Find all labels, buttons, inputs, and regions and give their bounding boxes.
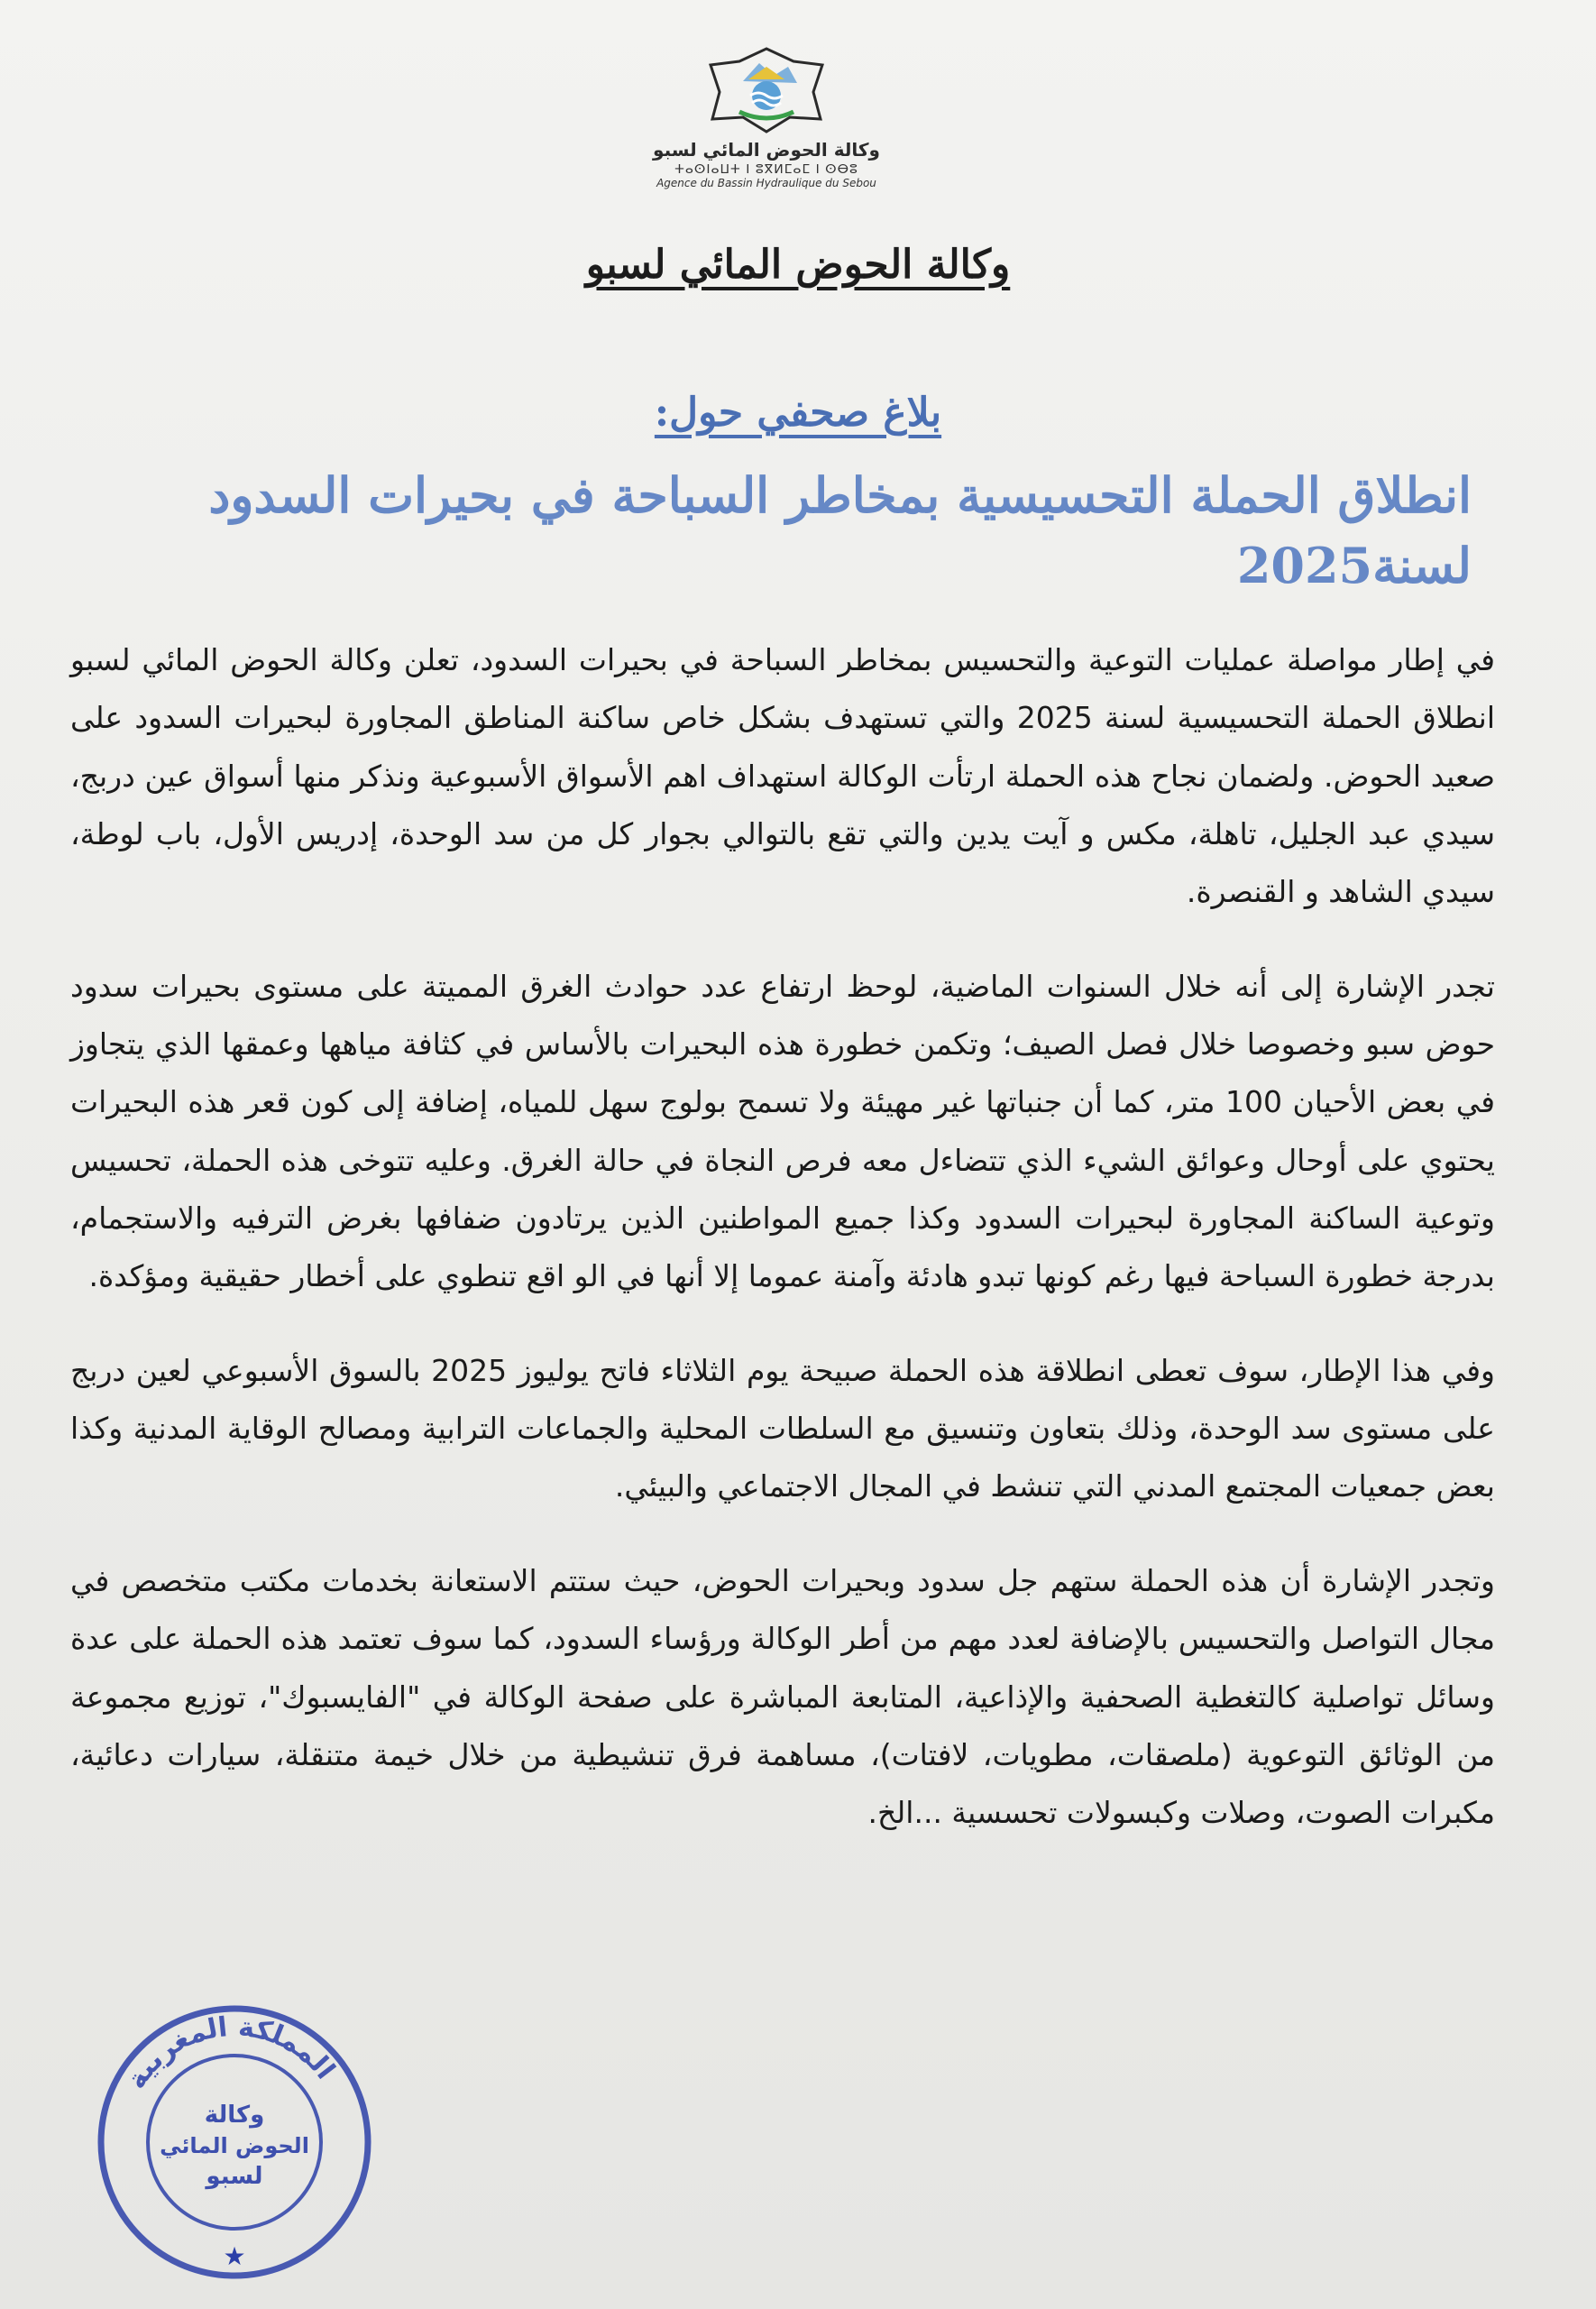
press-release-headline: انطلاق الحملة التحسيسية بمخاطر السباحة في بحيرات السدود لسنة2025 [208,466,1472,595]
stamp-star-icon: ★ [223,2241,246,2271]
agency-emblem-icon [703,45,830,135]
stamp-ring-text: المملكة المغربية [120,2010,342,2095]
paragraph-launch-date: وفي هذا الإطار، سوف تعطى انطلاقة هذه الحملة صبيحة يوم الثلاثاء فاتح يوليوز 2025 بالسوق الأسبوعي لعين دربج على مستوى سد الوحدة، وذلك بتعاون وتنسيق مع السلطات المحلية والجماعات الترابية ومصالح الوقاية المدنية وكذا بعض جمعيات المجتمع المدني التي تنشط في المجال الاجتماعي والبيئي. [70,1352,1495,1504]
paragraph-campaign-means: وتجدر الإشارة أن هذه الحملة ستهم جل سدود وبحيرات الحوض، حيث ستتم الاستعانة بخدمات مكتب متخصص في مجال التواصل والتحسيس بالإضافة لعدد مهم من أطر الوكالة ورؤساء السدود، كما سوف تعتمد هذه الحملة على عدة وسائل تواصلية كالتغطية الصحفية والإذاعية، المتابعة المباشرة على صفحة الوكالة في "الفايسبوك"، توزيع مجموعة من الوثائق التوعوية (ملصقات، مطويات، لافتات)، مساهمة فرق تنشيطية من خلال خيمة متنقلة، سيارات دعائية، مكبرات الصوت، وصلات وكبسولات تحسسية ...الخ. [70,1562,1495,1831]
logo-french-name: Agence du Bassin Hydraulique du Sebou [656,177,876,189]
stamp-line-2: الحوض المائي [160,2133,309,2158]
stamp-line-1: وكالة [204,2102,265,2129]
agency-title: وكالة الحوض المائي لسبو [585,242,1011,288]
stamp-line-3: لسبو [206,2163,263,2190]
logo-tifinagh-name: ⵜⴰⵙⵏⴰⵡⵜ ⵏ ⵓⴳⵍⵎⴰⵎ ⵏ ⵙⴱⵓ [674,162,858,177]
press-release-body [70,631,1495,1879]
logo-arabic-name: وكالة الحوض المائي لسبو [653,139,880,161]
agency-logo [631,45,902,207]
svg-text:المملكة المغربية [121,2011,341,2094]
communique-label: بلاغ صحفي حول: [654,390,942,436]
paragraph-drowning-risks: تجدر الإشارة إلى أنه خلال السنوات الماضية، لوحظ ارتفاع عدد حوادث الغرق المميتة على مستوى بحيرات سدود حوض سبو وخصوصا خلال فصل الصيف؛ وتكمن خطورة هذه البحيرات بالأساس في كثافة مياهها وعمقها الذي يتجاوز في بعض الأحيان 100 متر، كما أن جنباتها غير مهيئة ولا تسمح بولوج سهل للمياه، إضافة إلى كون قعر هذه البحيرات يحتوي على أوحال وعوائق الشيء الذي تتضاءل معه فرص النجاة في حالة الغرق. وعليه تتوخى هذه الحملة، تحسيس وتوعية الساكنة المجاورة لبحيرات السدود وكذا جميع المواطنين الذين يرتادون ضفافها بغرض الترفيه والاستجمام، بدرجة خطورة السباحة فيها رغم كونها تبدو هادئة وآمنة عموما إلا أنها في الو اقع تنطوي على أخطار حقيقية ومؤكدة. [70,968,1495,1294]
official-stamp [90,1998,379,2286]
paragraph-campaign-launch: في إطار مواصلة عمليات التوعية والتحسيس بمخاطر السباحة في بحيرات السدود، تعلن وكالة الحوض المائي لسبو انطلاق الحملة التحسيسية لسنة 2025 والتي تستهدف بشكل خاص ساكنة المناطق المجاورة لبحيرات السدود على صعيد الحوض. ولضمان نجاح هذه الحملة ارتأت الوكالة استهداف اهم الأسواق الأسبوعية ونذكر منها أسواق عين دربج، سيدي عبد الجليل، تاهلة، مكس و آيت يدين والتي تقع بالتوالي بجوار كل من سد الوحدة، إدريس الأول، باب لوطة، سيدي الشاهد و القنصرة. [70,642,1495,910]
